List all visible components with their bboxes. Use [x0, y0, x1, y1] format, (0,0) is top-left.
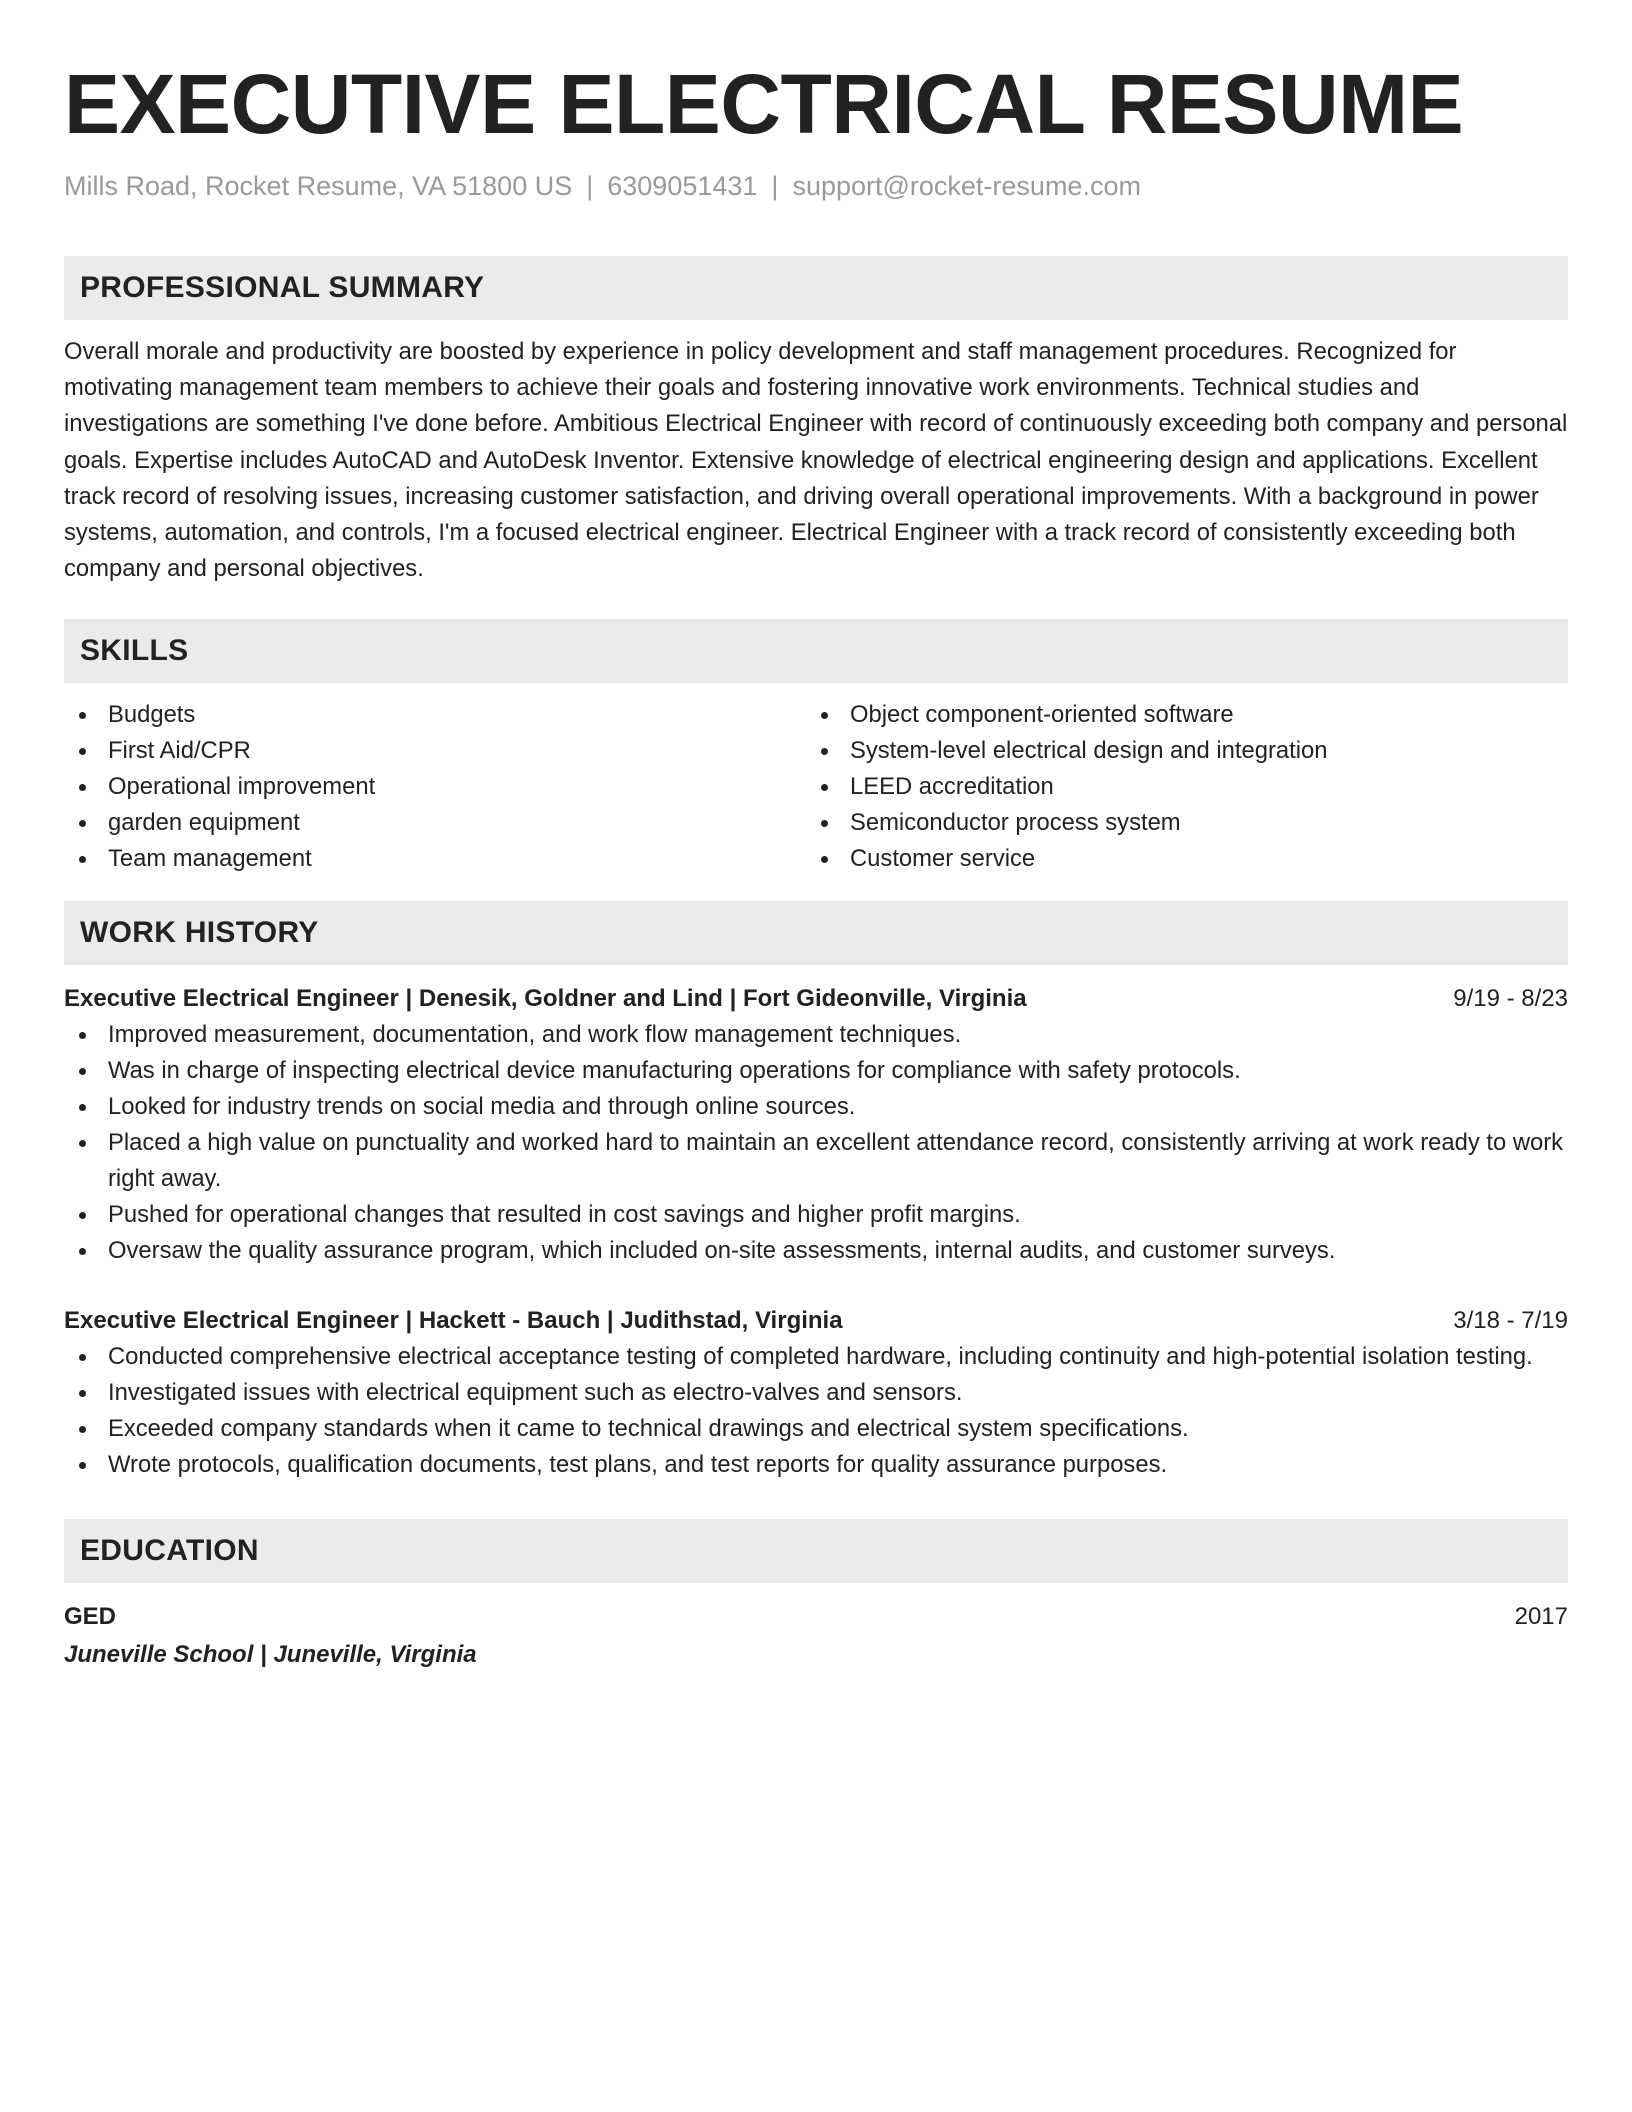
education-degree: GED	[64, 1603, 117, 1631]
job-title: Executive Electrical Engineer | Hackett - Bauch | Judithstad, Virginia	[64, 1307, 843, 1335]
job-bullet: Placed a high value on punctuality and worked hard to maintain an excellent attendance record, consistently arriving at work ready to work right away.	[64, 1125, 1568, 1197]
skills-column-left	[64, 697, 806, 877]
job-bullet: Looked for industry trends on social media and through online sources.	[64, 1089, 1568, 1125]
contact-line	[64, 168, 1568, 204]
job-bullet: Conducted comprehensive electrical acceptance testing of completed hardware, including continuity and high-potential isolation testing.	[64, 1339, 1568, 1375]
education-year: 2017	[1514, 1603, 1568, 1631]
skill-item: System-level electrical design and integration	[806, 733, 1548, 769]
skill-item: Budgets	[64, 697, 806, 733]
job-bullet: Investigated issues with electrical equipment such as electro-valves and sensors.	[64, 1375, 1568, 1411]
job-entry-header	[64, 981, 1568, 1017]
section-header-professional-summary: PROFESSIONAL SUMMARY	[64, 256, 1568, 320]
skill-item: LEED accreditation	[806, 769, 1548, 805]
job-bullets	[64, 1339, 1568, 1483]
summary-text: Overall morale and productivity are boosted by experience in policy development and staff management procedures. Recognized for motivating management team members to achieve their goals and fostering innovative work environments. Technical studies and investigations are something I've done before. Ambitious Electrical Engineer with record of continuously exceeding both company and personal goals. Expertise includes AutoCAD and AutoDesk Inventor. Extensive knowledge of electrical engineering design and applications. Excellent track record of resolving issues, increasing customer satisfaction, and driving overall operational improvements. With a background in power systems, automation, and controls, I'm a focused electrical engineer. Electrical Engineer with a track record of consistently exceeding both company and personal objectives.	[64, 338, 1568, 583]
job-dates: 9/19 - 8/23	[1453, 985, 1568, 1013]
skill-item: First Aid/CPR	[64, 733, 806, 769]
skill-item: Customer service	[806, 841, 1548, 877]
education-school: Juneville School | Juneville, Virginia	[64, 1641, 477, 1669]
job-bullet: Pushed for operational changes that resulted in cost savings and higher profit margins.	[64, 1197, 1568, 1233]
contact-separator: |	[586, 171, 594, 201]
contact-phone: 6309051431	[607, 171, 758, 201]
skill-item: garden equipment	[64, 805, 806, 841]
job-bullet: Exceeded company standards when it came to technical drawings and electrical system specifications.	[64, 1411, 1568, 1447]
section-header-education: EDUCATION	[64, 1519, 1568, 1583]
skill-item: Semiconductor process system	[806, 805, 1548, 841]
job-bullet: Was in charge of inspecting electrical device manufacturing operations for compliance with safety protocols.	[64, 1053, 1568, 1089]
skills-list	[64, 697, 1568, 877]
section-header-work-history: WORK HISTORY	[64, 901, 1568, 965]
contact-email: support@rocket-resume.com	[792, 171, 1141, 201]
job-bullets	[64, 1017, 1568, 1269]
skill-item: Object component-oriented software	[806, 697, 1548, 733]
contact-separator: |	[771, 171, 779, 201]
job-bullet: Improved measurement, documentation, and work flow management techniques.	[64, 1017, 1568, 1053]
skills-column-right	[806, 697, 1548, 877]
skill-item: Team management	[64, 841, 806, 877]
job-bullet: Oversaw the quality assurance program, which included on-site assessments, internal audits, and customer surveys.	[64, 1233, 1568, 1269]
job-bullet: Wrote protocols, qualification documents, test plans, and test reports for quality assurance purposes.	[64, 1447, 1568, 1483]
section-header-skills: SKILLS	[64, 619, 1568, 683]
skill-item: Operational improvement	[64, 769, 806, 805]
job-entry-header	[64, 1303, 1568, 1339]
resume-name: EXECUTIVE ELECTRICAL RESUME	[64, 57, 1464, 151]
job-dates: 3/18 - 7/19	[1453, 1307, 1568, 1335]
education-entry-header	[64, 1599, 1568, 1635]
job-title: Executive Electrical Engineer | Denesik, Goldner and Lind | Fort Gideonville, Virginia	[64, 985, 1027, 1013]
contact-address: Mills Road, Rocket Resume, VA 51800 US	[64, 171, 573, 201]
